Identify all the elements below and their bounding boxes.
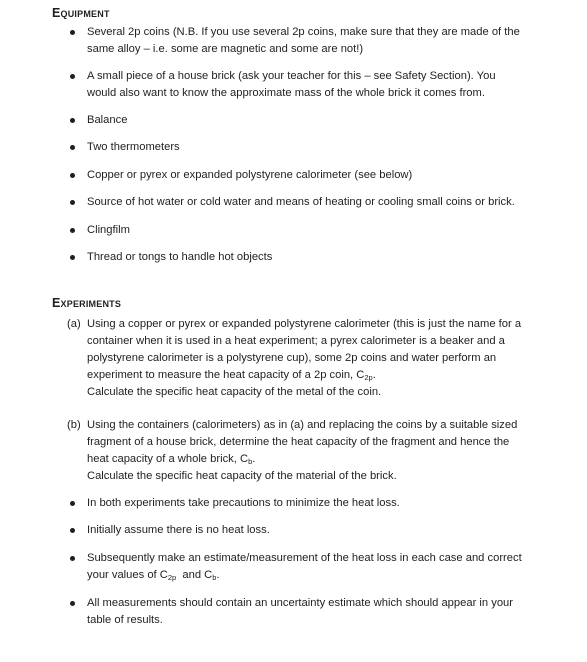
- list-item: [87, 139, 527, 156]
- list-item-text: Copper or pyrex or expanded polystyrene calorimeter (see below): [87, 169, 413, 181]
- bullet-icon: [70, 200, 75, 205]
- subscript: 2p: [364, 373, 373, 382]
- punctuation: .: [252, 453, 256, 465]
- list-item: [87, 167, 527, 184]
- list-item: [87, 222, 527, 239]
- bullet-icon: [70, 30, 75, 35]
- bullet-icon: [70, 145, 75, 150]
- subscript: b: [248, 457, 253, 466]
- list-item-text: Clingfilm: [87, 224, 130, 236]
- list-item: [87, 595, 527, 629]
- bullet-icon: [70, 601, 75, 606]
- list-item: [87, 194, 527, 211]
- note-text: Subsequently make an estimate/measurement of the heat loss in each case and correct your values of C: [87, 552, 522, 581]
- list-item-text: Thread or tongs to handle hot objects: [87, 251, 273, 263]
- list-item-text: Two thermometers: [87, 141, 180, 153]
- bullet-icon: [70, 255, 75, 260]
- list-item: [87, 112, 527, 129]
- punctuation: .: [216, 569, 220, 581]
- equipment-heading: Equipment: [52, 6, 110, 20]
- experiment-a: [67, 316, 527, 401]
- bullet-icon: [70, 228, 75, 233]
- subscript: b: [212, 573, 217, 582]
- bullet-icon: [70, 173, 75, 178]
- experiment-b-marker: (b): [67, 419, 81, 431]
- list-item-text: Initially assume there is no heat loss.: [87, 524, 270, 536]
- list-item: [87, 249, 527, 266]
- experiment-a-text: [87, 316, 527, 384]
- experiment-b-text: [87, 417, 527, 468]
- list-item: [87, 495, 527, 512]
- punctuation: .: [372, 369, 376, 381]
- list-item: [87, 550, 527, 584]
- list-item: [87, 522, 527, 539]
- list-item-text: [87, 552, 522, 581]
- experiment-a-calc: Calculate the specific heat capacity of the metal of the coin.: [87, 386, 382, 398]
- bullet-icon: [70, 501, 75, 506]
- list-item-text: All measurements should contain an uncertainty estimate which should appear in your table of results.: [87, 597, 513, 626]
- bullet-icon: [70, 74, 75, 79]
- experiment-a-marker: (a): [67, 318, 81, 330]
- experiment-b: [67, 417, 527, 485]
- bullet-icon: [70, 118, 75, 123]
- list-item-text: Balance: [87, 114, 128, 126]
- list-item: [87, 68, 527, 102]
- note-text: and C: [176, 569, 213, 581]
- list-item: [87, 24, 527, 58]
- list-item-text: Several 2p coins (N.B. If you use several 2p coins, make sure that they are made of the same alloy – i.e. some are magnetic and some are not!): [87, 26, 520, 55]
- subscript: 2p: [167, 573, 177, 582]
- list-item-text: A small piece of a house brick (ask your teacher for this – see Safety Section). You would also want to know the approximate mass of the whole brick it comes from.: [87, 70, 496, 99]
- list-item-text: Source of hot water or cold water and means of heating or cooling small coins or brick.: [87, 196, 515, 208]
- bullet-icon: [70, 528, 75, 533]
- experiment-b-calc: Calculate the specific heat capacity of the material of the brick.: [87, 470, 397, 482]
- experiment-b-body: Using the containers (calorimeters) as in (a) and replacing the coins by a suitable sized fragment of a house brick, determine the heat capacity of the fragment and hence the heat capacity of a whole brick, C: [87, 419, 518, 465]
- experiments-heading: Experiments: [52, 296, 122, 310]
- bullet-icon: [70, 556, 75, 561]
- experiment-a-body: Using a copper or pyrex or expanded polystyrene calorimeter (this is just the name for a container when it is used in a heat experiment; a pyrex calorimeter is a beaker and a polystyrene calorimeter is a polystyrene cup), some 2p coins and water perform an experiment to measure the heat capacity of a 2p coin, C: [87, 318, 522, 381]
- list-item-text: In both experiments take precautions to minimize the heat loss.: [87, 497, 400, 509]
